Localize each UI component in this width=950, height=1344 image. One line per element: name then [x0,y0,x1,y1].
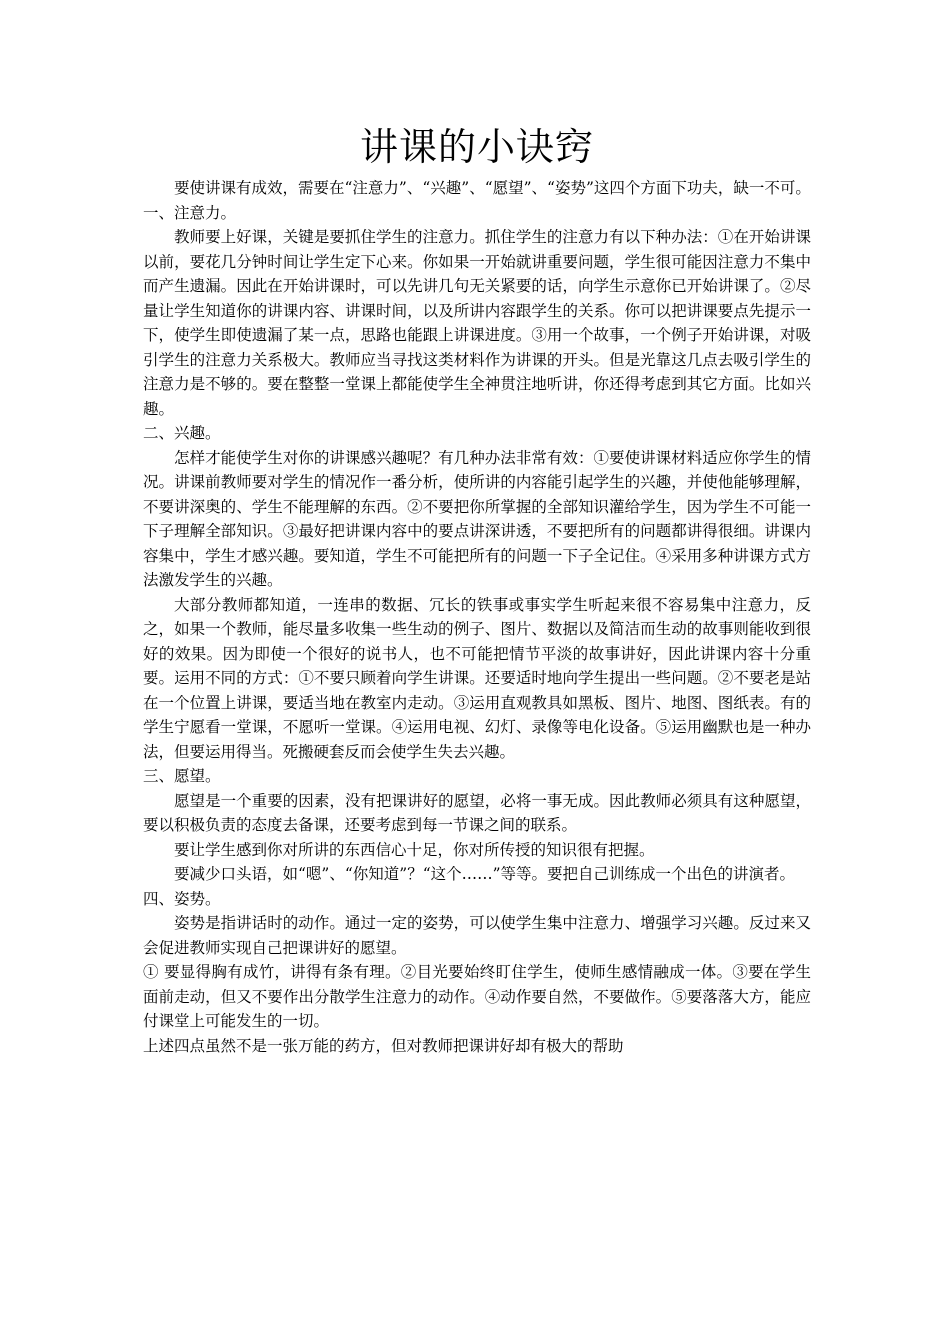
document-title: 讲课的小诀窍 [359,125,594,169]
interest-paragraph-1: 怎样才能使学生对你的讲课感兴趣呢？有几种办法非常有效：①要使讲课材料适应你学生的情况。讲课前教师要对学生的情况作一番分析，使所讲的内容能引起学生的兴趣，并使他能够理解，不要讲深奥的、学生不能理解的东西。②不要把你所掌握的全部知识灌给学生，因为学生不可能一下子理解全部知识。③最好把讲课内容中的要点讲深讲透，不要把所有的问题都讲得很细。讲课内容集中，学生才感兴趣。要知道，学生不可能把所有的问题一下子全记住。④采用多种讲课方式方法激发学生的兴趣。 [143,448,811,589]
posture-points: ① 要显得胸有成竹，讲得有条有理。②目光要始终盯住学生，使师生感情融成一体。③要在学生面前走动，但又不要作出分散学生注意力的动作。④动作要自然，不要做作。⑤要落落大方，能应付课堂上可能发生的一切。 [143,963,811,1030]
section-heading-attention: 一、注意力。 [143,203,237,222]
document-body [143,176,811,1058]
document-page [143,118,811,1058]
interest-paragraph-2: 大部分教师都知道，一连串的数据、冗长的铁事或事实学生听起来很不容易集中注意力，反之，如果一个教师，能尽量多收集一些生动的例子、图片、数据以及简洁而生动的故事则能收到很好的效果。因为即使一个很好的说书人，也不可能把情节平淡的故事讲好，因此讲课内容十分重要。运用不同的方式：①不要只顾着向学生讲课。还要适时地向学生提出一些问题。②不要老是站在一个位置上讲课，要适当地在教室内走动。③运用直观教具如黑板、图片、地图、图纸表。有的学生宁愿看一堂课，不愿听一堂课。④运用电视、幻灯、录像等电化设备。⑤运用幽默也是一种办法，但要运用得当。死搬硬套反而会使学生失去兴趣。 [143,595,811,761]
intro-paragraph: 要使讲课有成效，需要在“注意力”、“兴趣”、“愿望”、“姿势”这四个方面下功夫，缺一不可。 [174,179,811,197]
desire-paragraph-1: 愿望是一个重要的因素，没有把课讲好的愿望，必将一事无成。因此教师必须具有这种愿望，要以积极负责的态度去备课，还要考虑到每一节课之间的联系。 [143,791,811,834]
attention-paragraph: 教师要上好课，关键是要抓住学生的注意力。抓住学生的注意力有以下种办法：①在开始讲课以前，要花几分钟时间让学生定下心来。你如果一开始就讲重要问题，学生很可能因注意力不集中而产生遗漏。因此在开始讲课时，可以先讲几句无关紧要的话，向学生示意你已开始讲课了。②尽量让学生知道你的讲课内容、讲课时间，以及所讲内容跟学生的关系。你可以把讲课要点先提示一下，使学生即使遗漏了某一点，思路也能跟上讲课进度。③用一个故事，一个例子开始讲课，对吸引学生的注意力关系极大。教师应当寻找这类材料作为讲课的开头。但是光靠这几点去吸引学生的注意力是不够的。要在整整一堂课上都能使学生全神贯注地听讲，你还得考虑到其它方面。比如兴趣。 [143,228,811,418]
desire-paragraph-3: 要减少口头语，如“嗯”、“你知道”？“这个……”等等。要把自己训练成一个出色的讲演者。 [174,865,796,883]
posture-paragraph: 姿势是指讲话时的动作。通过一定的姿势，可以使学生集中注意力、增强学习兴趣。反过来又会促进教师实现自己把课讲好的愿望。 [143,914,811,957]
desire-paragraph-2: 要让学生感到你对所讲的东西信心十足，你对所传授的知识很有把握。 [174,840,655,859]
section-heading-desire: 三、愿望。 [143,767,221,785]
conclusion-paragraph: 上述四点虽然不是一张万能的药方，但对教师把课讲好却有极大的帮助 [143,1036,624,1055]
section-heading-posture: 四、姿势。 [143,889,221,908]
section-heading-interest: 二、兴趣。 [143,424,221,442]
